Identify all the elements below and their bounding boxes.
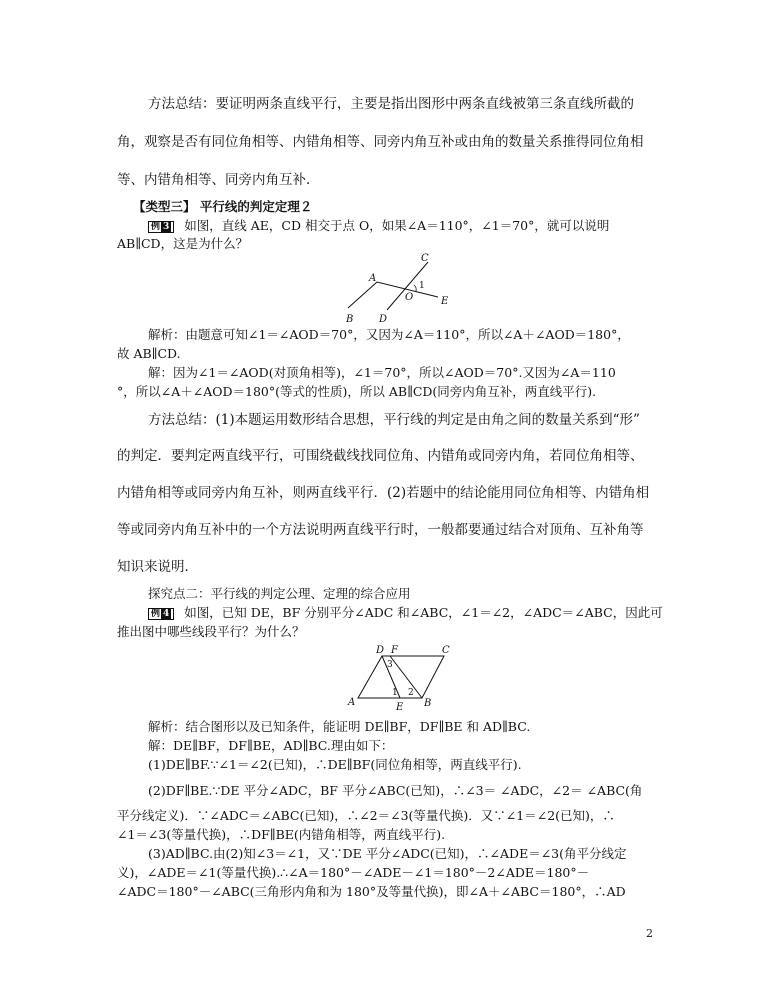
example4-badge: 例 4 xyxy=(148,608,174,620)
summary2-line-1: 方法总结：(1)本题运用数形结合思想，平行线的判定是由角之间的数量关系到“形” xyxy=(148,412,640,428)
type3-heading: 【类型三】 平行线的判定定理２ xyxy=(133,199,313,214)
fig4-label-f: F xyxy=(391,645,398,656)
example4-problem-line-1: 例 4 如图，已知 DE，BF 分别平分∠ADC 和∠ABC，∠1＝∠2，∠ADC＝∠ABC，因此可 xyxy=(148,605,663,621)
fig3-label-c: C xyxy=(421,253,429,264)
example4-solution-line-8: ∠ADC＝180°－∠ABC(三角形内角和为 180°及等量代换)，即∠A＋∠ABC＝180°，∴AD xyxy=(117,884,626,899)
point2-heading: 探究点二：平行线的判定公理、定理的综合应用 xyxy=(148,586,411,601)
example3-badge: 例 3 xyxy=(148,221,174,233)
fig4-label-1: 1 xyxy=(392,688,398,698)
fig4-label-b: B xyxy=(424,698,432,709)
summary1-line-3: 等、内错角相等、同旁内角互补． xyxy=(117,172,320,188)
example4-solution-line-3: (2)DF∥BE.∵DE 平分∠ADC，BF 平分∠ABC(已知)，∴∠3＝ ∠ADC，∠2＝ ∠ABC(角 xyxy=(148,783,643,798)
example3-analysis-line-1: 解析：由题意可知∠1＝∠AOD＝70°，又因为∠A＝110°，所以∠A＋∠AOD＝180°， xyxy=(148,327,630,342)
fig4-label-2: 2 xyxy=(408,688,414,698)
example4-solution-line-2: (1)DE∥BF.∵∠1＝∠2(已知)，∴DE∥BF(同位角相等，两直线平行). xyxy=(148,757,522,772)
summary2-line-4: 等或同旁内角互补中的一个方法说明两直线平行时，一般都要通过结合对顶角、互补角等 xyxy=(117,522,644,538)
fig4-label-a: A xyxy=(348,697,356,708)
fig4-label-3: 3 xyxy=(387,660,393,670)
example4-solution-line-6: (3)AD∥BC.由(2)知∠3＝∠1，又∵DE 平分∠ADC(已知)，∴∠ADE＝∠3(角平分线定 xyxy=(148,846,627,861)
example4-solution-line-7: 义)，∠ADE＝∠1(等量代换).∴∠A＝180°－∠ADE－∠1＝180°－2∠ADE＝180°－ xyxy=(117,865,590,880)
example4-problem-line-2: 推出图中哪些线段平行？为什么？ xyxy=(117,624,305,639)
page-number: 2 xyxy=(646,927,653,940)
fig3-label-1: 1 xyxy=(419,281,425,291)
summary2-line-2: 的判定．要判定两直线平行，可围绕截线找同位角、内错角或同旁内角，若同位角相等、 xyxy=(117,448,644,464)
example4-solution-line-5: ∠1＝∠3(等量代换)，∴DF∥BE(内错角相等，两直线平行). xyxy=(117,827,446,842)
fig4-label-d: D xyxy=(376,645,385,656)
example3-problem-line-2: AB∥CD，这是为什么？ xyxy=(117,236,249,251)
fig3-label-e: E xyxy=(441,296,449,307)
summary1-line-1: 方法总结：要证明两条直线平行，主要是指出图形中两条直线被第三条直线所截的 xyxy=(148,96,634,112)
example3-problem-line-1: 例 3 如图，直线 AE，CD 相交于点 O，如果∠A＝110°，∠1＝70°，就可以说明 xyxy=(148,218,609,234)
fig3-label-b: B xyxy=(346,314,354,325)
summary1-line-2: 角，观察是否有同位角相等、内错角相等、同旁内角互补或由角的数量关系推得同位角相 xyxy=(117,134,644,150)
example4-solution-line-4: 平分线定义)．∵∠ADC＝∠ABC(已知)，∴∠2＝∠3(等量代换)．又∵∠1＝∠2(已知)，∴ xyxy=(117,808,615,823)
fig3-label-d: D xyxy=(379,314,388,325)
example4-analysis-line: 解析：结合图形以及已知条件，能证明 DE∥BF，DF∥BE 和 AD∥BC. xyxy=(148,719,531,734)
summary2-line-5: 知识来说明． xyxy=(117,559,198,575)
summary2-line-3: 内错角相等或同旁内角互补，则两直线平行．(2)若题中的结论能用同位角相等、内错角相 xyxy=(117,485,650,501)
fig4-label-e: E xyxy=(396,702,404,713)
example3-figure xyxy=(330,250,470,330)
fig3-label-a: A xyxy=(369,273,377,284)
example4-solution-line-1: 解：DE∥BF，DF∥BE，AD∥BC.理由如下： xyxy=(148,738,394,753)
example4-figure xyxy=(340,642,465,714)
fig3-label-o: O xyxy=(405,292,414,303)
example3-solution-line-1: 解：因为∠1＝∠AOD(对顶角相等)，∠1＝70°，所以∠AOD＝70°.又因为∠A＝110 xyxy=(148,365,616,380)
fig4-label-c: C xyxy=(442,645,450,656)
example3-analysis-line-2: 故 AB∥CD. xyxy=(117,346,181,361)
example3-solution-line-2: °，所以∠A＋∠AOD＝180°(等式的性质)，所以 AB∥CD(同旁内角互补，两直线平行). xyxy=(117,384,597,399)
